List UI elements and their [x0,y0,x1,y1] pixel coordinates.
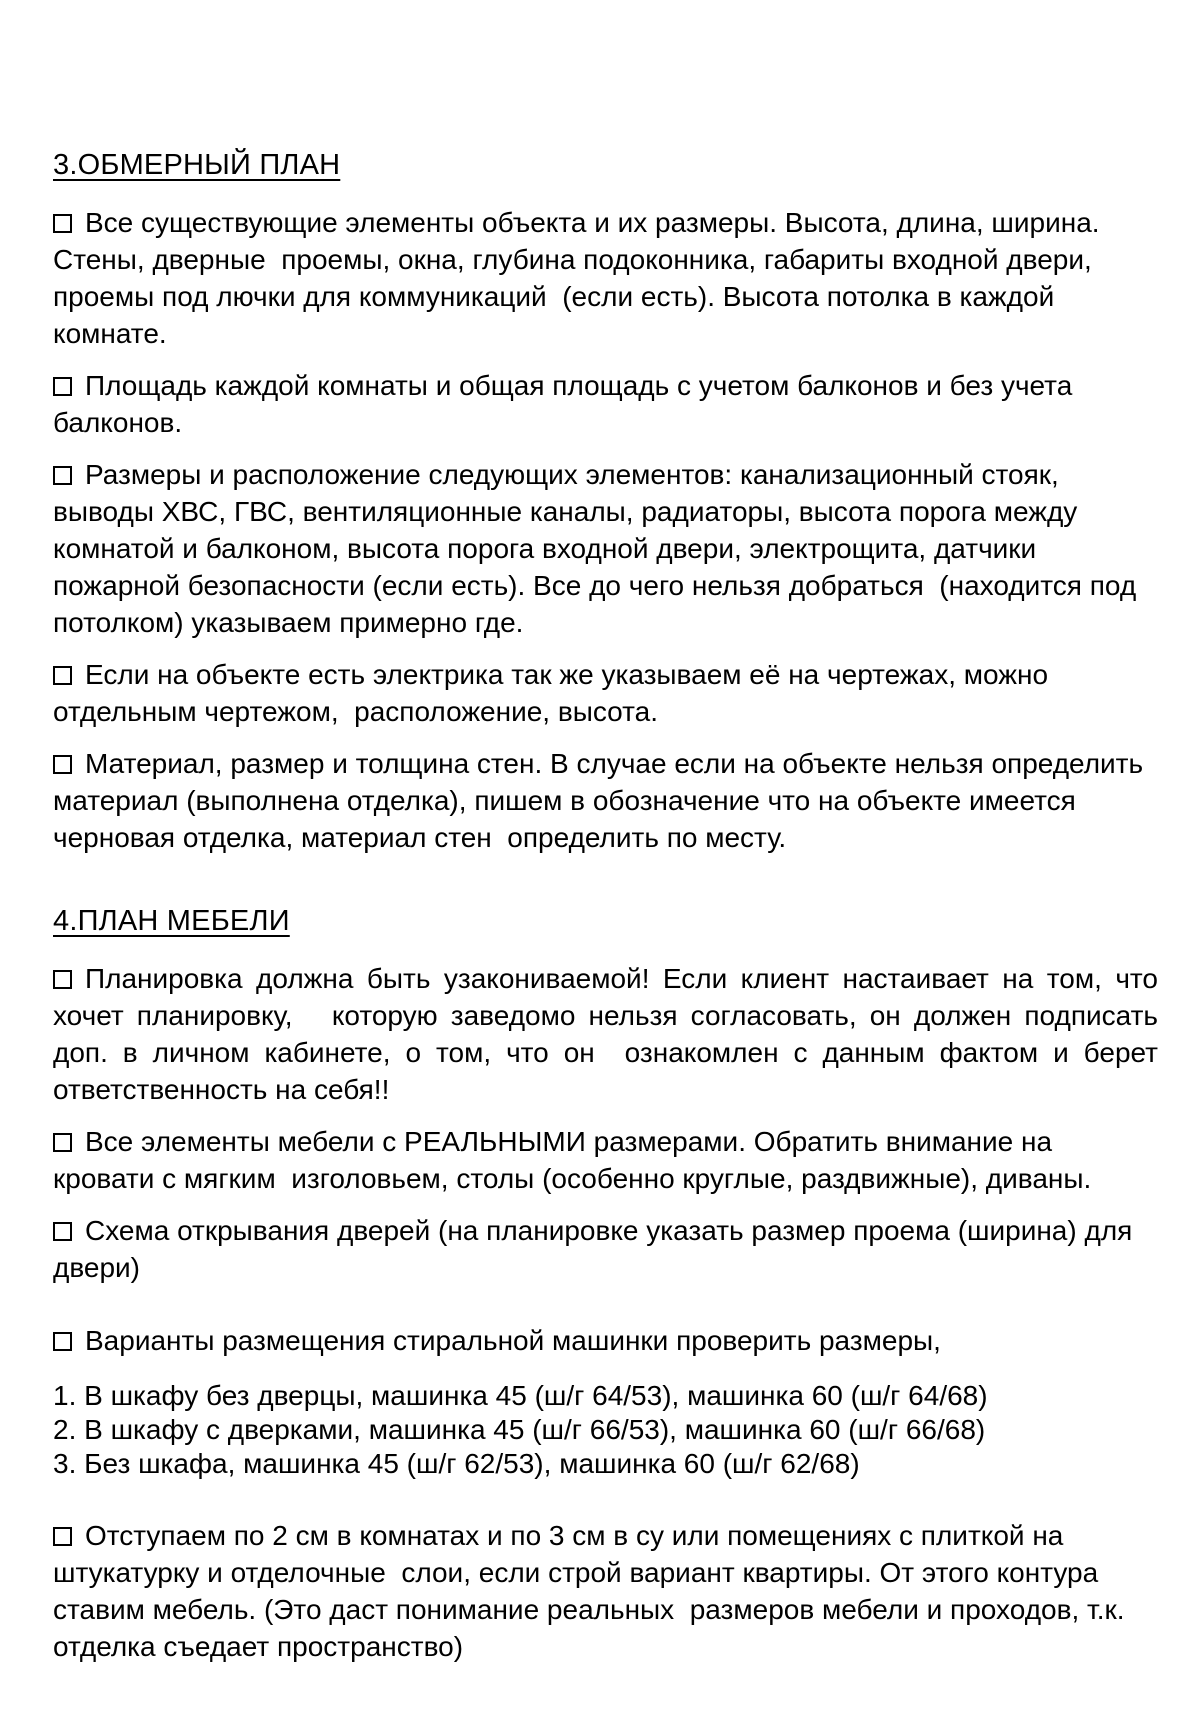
checkbox-empty[interactable] [53,1332,72,1351]
checklist-item [53,1517,1158,1665]
checklist-item-text: Все существующие элементы объекта и их размеры. Высота, длина, ширина. Стены, дверные проемы, окна, глубина подоконника, габариты входной двери, проемы под лючки для коммуникаций (если есть). Высота потолка в каждой комнате. [53,207,1108,349]
checklist-item [53,456,1158,641]
section-heading-furniture-plan: 4.ПЛАН МЕБЕЛИ [53,905,290,937]
list-item: 1. В шкафу без дверцы, машинка 45 (ш/г 64/53), машинка 60 (ш/г 64/68) [53,1380,988,1411]
checklist-item-text: Размеры и расположение следующих элементов: канализационный стояк, выводы ХВС, ГВС, вентиляционные каналы, радиаторы, высота порога между комнатой и балконом, высота порога входной двери, электрощита, датчики пожарной безопасности (если есть). Все до чего нельзя добраться (находится под потолком) указываем примерно где. [53,459,1144,638]
checkbox-empty[interactable] [53,1133,72,1152]
checkbox-empty[interactable] [53,214,72,233]
checklist-item-text: Отступаем по 2 см в комнатах и по 3 см в су или помещениях с плиткой на штукатурку и отделочные слои, если строй вариант квартиры. От этого контура ставим мебель. (Это даст понимание реальных размеров мебели и проходов, т.к. отделка съедает пространство) [53,1520,1133,1662]
checklist-item-text: Планировка должна быть узакониваемой! Если клиент настаивает на том, что хочет планировку, которую заведомо нельзя согласовать, он должен подписать доп. в личном кабинете, о том, что он ознакомлен с данным фактом и берет ответственность на себя!! [53,963,1166,1105]
checklist-item [53,745,1158,856]
checklist-item [53,656,1158,730]
checklist-item [53,367,1158,441]
checkbox-empty[interactable] [53,666,72,685]
checkbox-empty[interactable] [53,1222,72,1241]
checklist-item [53,1322,1158,1359]
section-heading-measurement-plan: 3.ОБМЕРНЫЙ ПЛАН [53,149,341,181]
checkbox-empty[interactable] [53,970,72,989]
list-item: 2. В шкафу с дверками, машинка 45 (ш/г 66/53), машинка 60 (ш/г 66/68) [53,1414,986,1445]
checklist-item-text: Материал, размер и толщина стен. В случае если на объекте нельзя определить материал (выполнена отделка), пишем в обозначение что на объекте имеется черновая отделка, материал стен определить по месту. [53,748,1151,853]
checklist-item-text: Варианты размещения стиральной машинки проверить размеры, [85,1325,941,1356]
checklist-item [53,1212,1158,1286]
checklist-item-text: Если на объекте есть электрика так же указываем её на чертежах, можно отдельным чертежом, расположение, высота. [53,659,1056,727]
checklist-item [53,204,1158,352]
washer-options-list [53,1379,1158,1481]
checklist-item [53,1123,1158,1197]
checklist-item-text: Все элементы мебели с РЕАЛЬНЫМИ размерами. Обратить внимание на кровати с мягким изголовьем, столы (особенно круглые, раздвижные), диваны. [53,1126,1092,1194]
checkbox-empty[interactable] [53,466,72,485]
checklist-item [53,960,1166,1108]
list-item: 3. Без шкафа, машинка 45 (ш/г 62/53), машинка 60 (ш/г 62/68) [53,1448,860,1479]
checkbox-empty[interactable] [53,1527,72,1546]
checkbox-empty[interactable] [53,755,72,774]
checkbox-empty[interactable] [53,377,72,396]
checklist-item-text: Площадь каждой комнаты и общая площадь с учетом балконов и без учета балконов. [53,370,1081,438]
checklist-item-text: Схема открывания дверей (на планировке указать размер проема (ширина) для двери) [53,1215,1141,1283]
